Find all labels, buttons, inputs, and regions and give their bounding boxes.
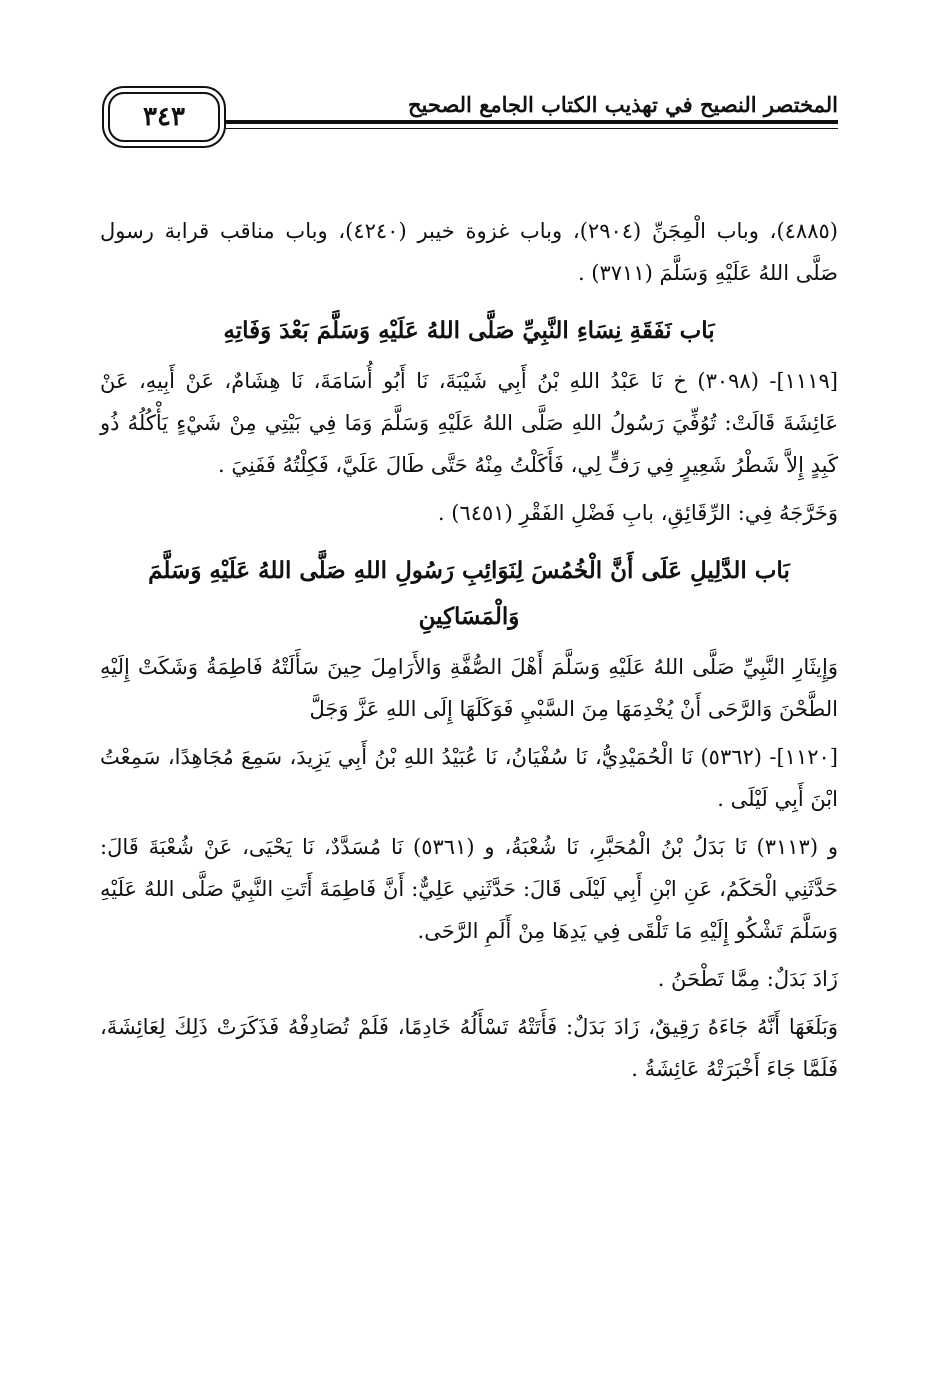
header-rule-thick <box>226 120 838 124</box>
chapter-2-continuation: وَإِيثَارِ النَّبِيِّ صَلَّى اللهُ عَلَيْهِ وَسَلَّمَ أَهْلَ الصُّفَّةِ وَالأَرَامِلَ حِينَ سَأَلَتْهُ فَاطِمَةُ وَشَكَتْ إِلَيْهِ الطَّحْنَ وَالرَّحَى أَنْ يُخْدِمَهَا مِنَ السَّبْيِ فَوَكَلَهَا إِلَى اللهِ عَزَّ وَجَلَّ <box>100 655 838 721</box>
takhrij-1119: وَخَرَّجَهُ فِي: الرِّقَائِقِ، بابِ فَضْلِ الفَقْرِ (٦٤٥١) . <box>437 501 838 525</box>
zad-badal-note: زَادَ بَدَلٌ: مِمَّا تَطْحَنُ . <box>657 967 838 991</box>
hadith-1120: [١١٢٠]- (٥٣٦٢) نَا الْحُمَيْدِيُّ، نَا سُفْيَانُ، نَا عُبَيْدُ اللهِ بْنُ أَبِي يَزِيدَ، سَمِعَ مُجَاهِدًا، سَمِعْتُ ابْنَ أَبِي لَيْلَى . <box>100 745 838 811</box>
page-body <box>100 210 838 1096</box>
paragraph-intro: (٤٨٨٥)، وباب الْمِجَنِّ (٢٩٠٤)، وباب غزوة خيبر (٤٢٤٠)، وباب مناقب قرابة رسول صَلَّى اللهُ عَلَيْهِ وَسَلَّمَ (٣٧١١) . <box>100 219 838 285</box>
chapter-title-1: بَاب نَفَقَةِ نِسَاءِ النَّبِيِّ صَلَّى اللهُ عَلَيْهِ وَسَلَّمَ بَعْدَ وَفَاتِهِ <box>223 317 715 344</box>
page-number: ٣٤٣ <box>108 92 220 142</box>
page-header <box>108 92 838 144</box>
header-rule-thin <box>226 128 838 129</box>
hadith-1119: [١١١٩]- (٣٠٩٨) خ نَا عَبْدُ اللهِ بْنُ أَبِي شَيْبَةَ، نَا أَبُو أُسَامَةَ، نَا هِشَامٌ، عَنْ أَبِيهِ، عَنْ عَائِشَةَ قَالَتْ: تُوُفِّيَ رَسُولُ اللهِ صَلَّى اللهُ عَلَيْهِ وَسَلَّمَ وَمَا فِي بَيْتِي مِنْ شَيْءٍ يَأْكُلُهُ ذُو كَبِدٍ إِلاَّ شَطْرُ شَعِيرٍ فِي رَفٍّ لِي، فَأَكَلْتُ مِنْهُ حَتَّى طَالَ عَلَيَّ، فَكِلْتُهُ فَفَنِيَ . <box>100 369 838 477</box>
chapter-title-2: بَاب الدَّلِيلِ عَلَى أَنَّ الْخُمُسَ لِنَوَائِبِ رَسُولِ اللهِ صَلَّى اللهُ عَلَيْهِ وَسَلَّمَ وَالْمَسَاكِينِ <box>148 557 790 630</box>
running-title: المختصر النصيح في تهذيب الكتاب الجامع الصحيح <box>408 92 838 117</box>
paragraph-last: وَبَلَغَهَا أَنَّهُ جَاءَهُ رَقِيقٌ، زَادَ بَدَلٌ: فَأَتَتْهُ تَسْأَلُهُ خَادِمًا، فَلَمْ تُصَادِفْهُ فَذَكَرَتْ ذَلِكَ لِعَائِشَةَ، فَلَمَّا جَاءَ أَخْبَرَتْهُ عَائِشَةُ . <box>100 1015 838 1081</box>
hadith-1120-chain-b: و (٣١١٣) نَا بَدَلُ بْنُ الْمُحَبَّرِ، نَا شُعْبَةُ، و (٥٣٦١) نَا مُسَدَّدٌ، نَا يَحْيَى، عَنْ شُعْبَةَ قَالَ: حَدَّثَنِي الْحَكَمُ، عَنِ ابْنِ أَبِي لَيْلَى قَالَ: حَدَّثَنِي عَلِيٌّ: أَنَّ فَاطِمَةَ أَتَتِ النَّبِيَّ صَلَّى اللهُ عَلَيْهِ وَسَلَّمَ تَشْكُو إِلَيْهِ مَا تَلْقَى فِي يَدِهَا مِنْ أَلَمِ الرَّحَى. <box>100 835 839 943</box>
